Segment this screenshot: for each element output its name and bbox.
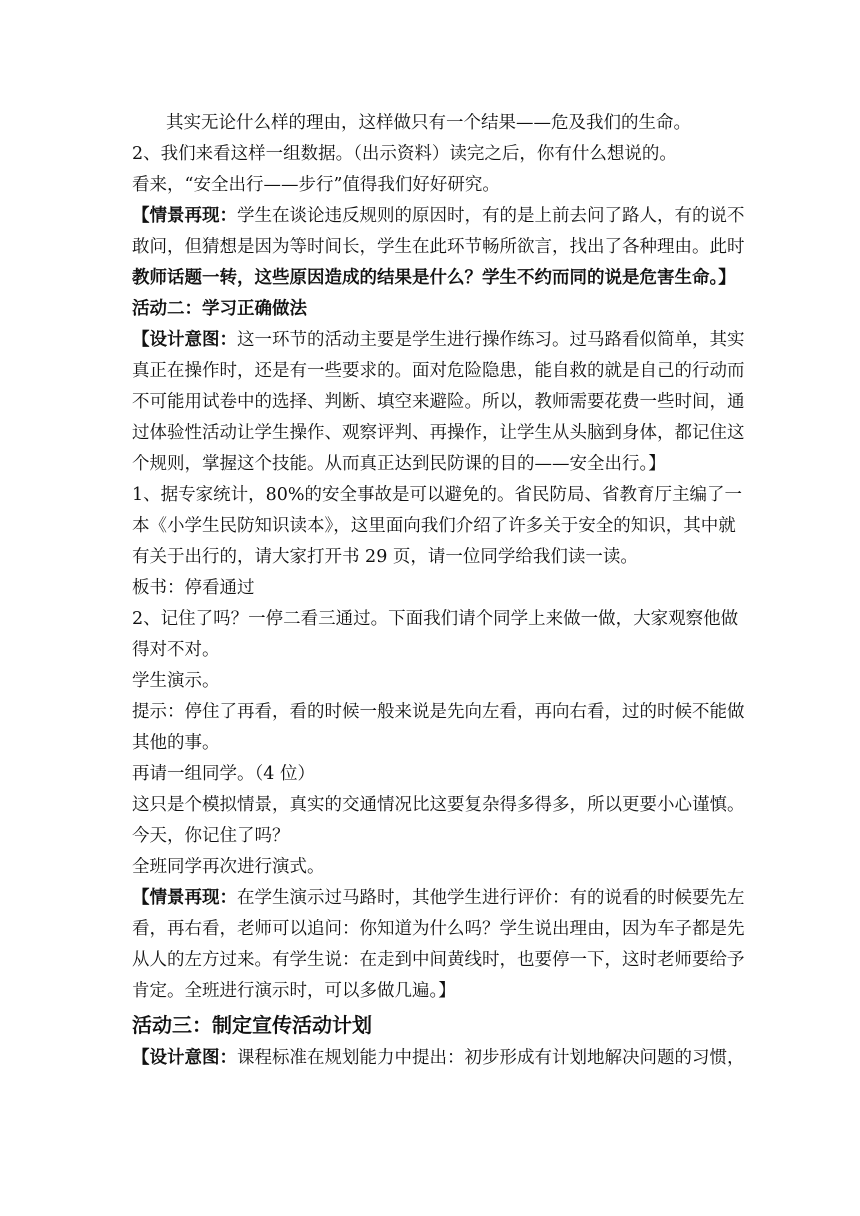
design-intent-line: 过体验性活动让学生操作、观察评判、再操作，让学生从头脑到身体，都记住这 xyxy=(132,423,745,443)
scene-replay-line: 敢问，但猜想是因为等时间长，学生在此环节畅所欲言，找出了各种理由。此时 xyxy=(132,237,745,257)
paragraph: 学生演示。 xyxy=(132,671,220,691)
paragraph: 再请一组同学。（4 位） xyxy=(132,764,315,784)
scene-replay-line: 从人的左方过来。有学生说：在走到中间黄线时，也要停一下，这时老师要给予 xyxy=(132,950,745,970)
tip-paragraph: 其他的事。 xyxy=(132,733,220,753)
scene-replay-label: 【情景再现： xyxy=(132,888,237,908)
paragraph: 看来，“安全出行——步行”值得我们好好研究。 xyxy=(132,175,500,195)
design-intent-line xyxy=(132,325,745,356)
paragraph: 全班同学再次进行演式。 xyxy=(132,857,325,877)
design-intent-label: 【设计意图： xyxy=(132,1048,237,1068)
scene-replay-text: 肯定。全班进行演示时，可以多做几遍。】 xyxy=(132,981,456,1001)
design-intent-text: 课程标准在规划能力中提出：初步形成有计划地解决问题的习惯， xyxy=(237,1048,745,1068)
paragraph: 这只是个模拟情景，真实的交通情况比这要复杂得多得多，所以更要小心谨慎。 xyxy=(132,795,745,815)
scene-replay-text: 学生在谈论违反规则的原因时，有的是上前去问了路人，有的说不 xyxy=(237,206,745,226)
scene-replay-line xyxy=(132,201,745,232)
design-intent-line: 个规则，掌握这个技能。从而真正达到民防课的目的——安全出行。】 xyxy=(132,454,666,474)
scene-replay-text: 在学生演示过马路时，其他学生进行评价：有的说看的时候要先左 xyxy=(237,888,745,908)
paragraph: 本《小学生民防知识读本》，这里面向我们介绍了许多关于安全的知识，其中就 xyxy=(132,516,736,536)
design-intent-line: 真正在操作时，还是有一些要求的。面对危险隐患，能自救的就是自己的行动而 xyxy=(132,361,745,381)
scene-replay-line xyxy=(132,976,732,1007)
section-heading-activity-2: 活动二：学习正确做法 xyxy=(132,299,307,319)
design-intent-label: 【设计意图： xyxy=(132,330,237,350)
design-intent-line: 不可能用试卷中的选择、判断、填空来避险。所以，教师需要花费一些时间，通 xyxy=(132,392,745,412)
paragraph: 有关于出行的，请大家打开书 29 页，请一位同学给我们读一读。 xyxy=(132,547,638,567)
scene-replay-label: 【情景再现： xyxy=(132,206,237,226)
tip-paragraph: 提示：停住了再看，看的时候一般来说是先向左看，再向右看，过的时候不能做 xyxy=(132,702,745,722)
scene-replay-line: 教师话题一转，这些原因造成的结果是什么？学生不约而同的说是危害生命。】 xyxy=(132,268,736,288)
design-intent-block xyxy=(132,1043,745,1074)
paragraph: 2、我们来看这样一组数据。（出示资料）读完之后，你有什么想说的。 xyxy=(132,144,677,164)
paragraph: 得对不对。 xyxy=(132,640,220,660)
paragraph: 其实无论什么样的理由，这样做只有一个结果——危及我们的生命。 xyxy=(166,113,691,133)
paragraph: 2、记住了吗？一停二看三通过。下面我们请个同学上来做一做，大家观察他做 xyxy=(132,609,739,629)
paragraph: 1、据专家统计，80%的安全事故是可以避免的。省民防局、省教育厅主编了一 xyxy=(132,485,743,505)
document-page xyxy=(132,108,745,1074)
design-intent-line xyxy=(132,1043,745,1074)
paragraph: 今天，你记住了吗？ xyxy=(132,826,290,846)
section-heading-activity-3: 活动三：制定宣传活动计划 xyxy=(132,1013,372,1037)
blackboard-note: 板书：停看通过 xyxy=(132,578,255,598)
scene-replay-line xyxy=(132,883,745,914)
design-intent-block xyxy=(132,325,745,480)
design-intent-text: 这一环节的活动主要是学生进行操作练习。过马路看似简单，其实 xyxy=(237,330,745,350)
scene-replay-block xyxy=(132,883,745,1007)
scene-replay-block xyxy=(132,201,745,294)
scene-replay-line: 看，再右看，老师可以追问：你知道为什么吗？学生说出理由，因为车子都是先 xyxy=(132,919,745,939)
